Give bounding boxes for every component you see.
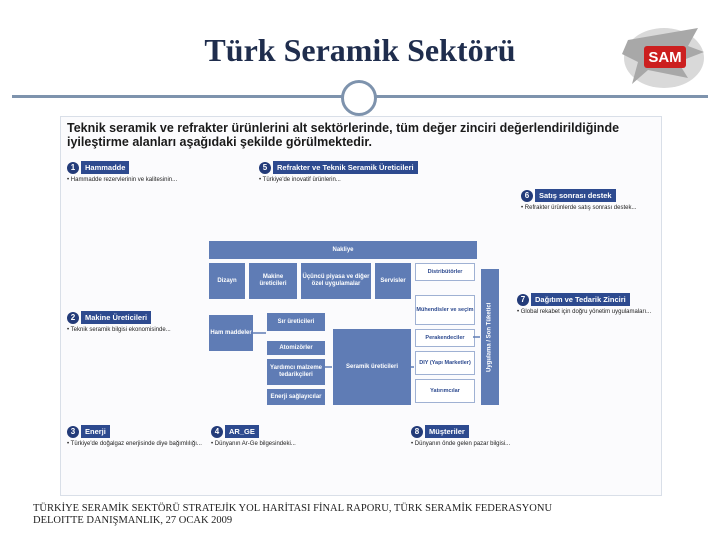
sam-logo-icon: [618, 18, 710, 98]
section-dagitim: [517, 293, 657, 316]
flow-yardimci-malzeme: Yardımcı malzeme tedarikçileri: [267, 359, 325, 385]
divider-ring: [341, 80, 377, 116]
figure-heading: Teknik seramik ve refrakter ürünlerini alt sektörlerinde, tüm değer zinciri değerlendirildiğinde iyileştirme alanları aşağıdaki şekilde görülmektedir.: [67, 121, 620, 149]
flow-distribitorler: Distribütörler: [415, 263, 475, 281]
section-label: Satış sonrası destek: [535, 189, 616, 202]
flow-enerji-saglayicilar: Enerji sağlayıcılar: [267, 389, 325, 405]
section-number: 6: [521, 190, 533, 202]
section-number: 4: [211, 426, 223, 438]
section-label: Makine Üreticileri: [81, 311, 151, 324]
section-number: 1: [67, 162, 79, 174]
flow-nakliye: Nakliye: [209, 241, 477, 259]
footer-line-2: DELOITTE DANIŞMANLIK, 27 OCAK 2009: [33, 515, 233, 526]
flow-dizayn: Dizayn: [209, 263, 245, 299]
section-text: • Hammadde rezervlerinin ve kalitesinin...: [67, 177, 178, 183]
section-hammadde: [67, 161, 217, 184]
section-number: 8: [411, 426, 423, 438]
flow-ucuncu-piyasa: Üçüncü piyasa ve diğer özel uygulamalar: [301, 263, 371, 299]
section-makine: [67, 311, 217, 334]
flow-yatirimcilar: Yatırımcılar: [415, 379, 475, 403]
footer-line-1: TÜRKİYE SERAMİK SEKTÖRÜ STRATEJİK YOL HARİTASI FİNAL RAPORU, TÜRK SERAMİK FEDERASYONU: [33, 503, 553, 514]
section-text: • Global rekabet için doğru yönetim uygulamaları...: [517, 309, 652, 315]
section-label: Enerji: [81, 425, 110, 438]
section-label: Hammadde: [81, 161, 129, 174]
slide-footer: [33, 503, 673, 527]
flow-makine-ureticileri: Makine üreticileri: [249, 263, 297, 299]
section-number: 5: [259, 162, 271, 174]
flow-muhendisler: Mühendisler ve seçim: [415, 295, 475, 325]
section-enerji: [67, 425, 207, 448]
flow-seramik-ureticileri: Seramik üreticileri: [333, 329, 411, 405]
section-text: • Türkiye'de doğalgaz enerjisinde diye bağımlılığı...: [67, 441, 202, 447]
section-musteriler: [411, 425, 581, 448]
section-label: Dağıtım ve Tedarik Zinciri: [531, 293, 630, 306]
flow-diy: DIY (Yapı Marketler): [415, 351, 475, 375]
section-text: • Dünyanın önde gelen pazar bilgisi...: [411, 441, 511, 447]
section-label: Müşteriler: [425, 425, 469, 438]
value-chain-figure: [60, 116, 662, 496]
section-text: • Refrakter ürünlerde satış sonrası destek...: [521, 205, 637, 211]
flow-sir-ureticileri: Sır üreticileri: [267, 313, 325, 331]
section-label: Refrakter ve Teknik Seramik Üreticileri: [273, 161, 418, 174]
flow-uygulama-son-tuketici: Uygulama / Son Tüketici: [481, 269, 499, 405]
section-number: 2: [67, 312, 79, 324]
section-arge: [211, 425, 401, 448]
section-number: 3: [67, 426, 79, 438]
section-text: • Teknik seramik bilgisi ekonomisinde...: [67, 327, 171, 333]
flow-perakendeciler: Perakendeciler: [415, 329, 475, 347]
section-text: • Türkiye'de inovatif ürünlerin...: [259, 177, 341, 183]
section-text: • Dünyanın Ar-Ge bilgesindeki...: [211, 441, 296, 447]
section-number: 7: [517, 294, 529, 306]
slide-title: Türk Seramik Sektörü: [204, 32, 516, 68]
section-label: AR_GE: [225, 425, 259, 438]
flow-atomizorler: Atomizörler: [267, 341, 325, 355]
flow-ham-maddeler: Ham maddeler: [209, 315, 253, 351]
section-satis: [521, 189, 656, 212]
logo-text: SAM: [648, 49, 682, 66]
section-ureticiler: [259, 161, 469, 184]
flow-servisler: Servisler: [375, 263, 411, 299]
